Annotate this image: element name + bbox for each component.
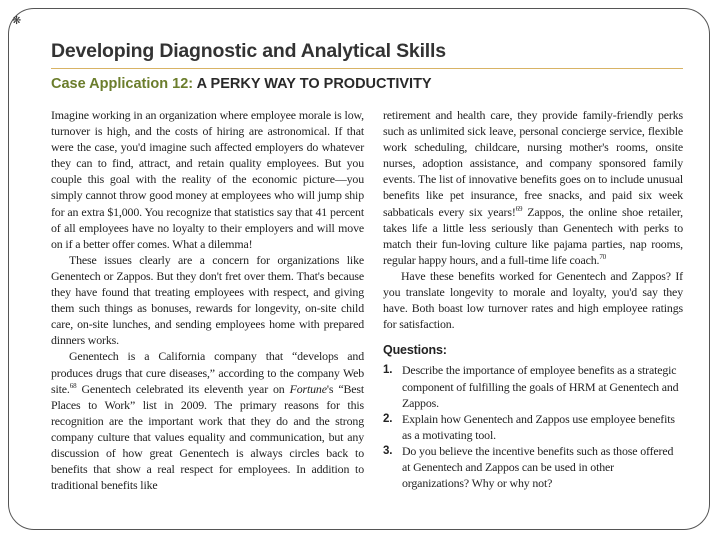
footnote-70: 70	[599, 252, 607, 261]
paragraph-5: Have these benefits worked for Genentech and Zappos? If you translate longevity to morale and loyalty, you'd say they have. Both boast low turnover rates and high employee ratings for satisfaction.	[383, 268, 683, 332]
paragraph-3-part-a: Genentech is a California company that “develops and produces drugs that cure diseases,” according to the company Web site.	[51, 349, 364, 396]
question-text: Do you believe the incentive benefits such as those offered at Genentech and Zappos can be used in other organizations? Why or why not?	[402, 443, 674, 491]
paragraph-2: These issues clearly are a concern for organizations like Genentech or Zappos. But they don't fret over them. That's because they have found that treating employees with respect, and giving them such things as bonuses, rewards for longevity, on-site child care, on-site lunches, and sending employees home with prepared dinners works.	[51, 252, 364, 348]
questions-heading: Questions:	[383, 343, 447, 358]
title-rule	[51, 68, 683, 69]
question-number: 1.	[383, 364, 393, 377]
paragraph-1: Imagine working in an organization where employee morale is low, turnover is high, and the costs of hiring are astronomical. If that were the case, you'd imagine such affected employers do whatever they can to find, attract, and retain quality employees. But you couple this goal with the reality of the economic picture—you simply cannot throw good money at employees who will jump ship for an extra $1,000. You recognize that statistics say that 41 percent of all employees have no loyalty to their employers and will move on if a better offer comes. What a dilemma!	[51, 108, 364, 251]
paragraph-4-part-a: retirement and health care, they provide family-friendly perks such as unlimited sick leave, personal concierge service, flexible work scheduling, childcare, nursing mother's rooms, onsite nurses, adoption assistance, and company sponsored family events. The list of innovative benefits goes on to include unusual benefits like pet insurance, free snacks, and paid six week sabbaticals every six years!	[383, 108, 683, 219]
case-label: Case Application 12:	[51, 76, 194, 92]
question-item	[383, 443, 683, 491]
paragraph-4	[383, 107, 683, 268]
footnote-68: 68	[69, 381, 77, 390]
ornamental-bullet-icon: ❋	[12, 14, 22, 27]
paragraph-3-part-b: Genentech celebrated its eleventh year on	[76, 381, 290, 396]
paragraph-3	[51, 348, 364, 493]
question-item	[383, 411, 683, 443]
question-number: 3.	[383, 444, 393, 457]
case-heading	[51, 76, 432, 92]
questions-list	[383, 362, 683, 491]
paragraph-4-part-b: Zappos, the online shoe retailer, takes life a little less seriously than Genentech with perks to match their fun-loving culture like pajama parties, nap rooms, regular happy hours, and a full-time life coach.	[383, 204, 683, 267]
page-title: Developing Diagnostic and Analytical Skills	[51, 40, 446, 62]
left-column	[51, 107, 364, 493]
footnote-69: 69	[515, 204, 523, 213]
question-text: Explain how Genentech and Zappos use employee benefits as a motivating tool.	[402, 411, 675, 442]
question-number: 2.	[383, 412, 393, 425]
case-title: A PERKY WAY TO PRODUCTIVITY	[196, 76, 432, 92]
right-column	[383, 107, 683, 491]
question-item	[383, 362, 683, 410]
paragraph-3-part-c: 's “Best Places to Work” list in 2009. The primary reasons for this recognition are the important work that they do and the strong company culture that values equality and communication, but any discussion of how great Genentech is always circles back to benefits that show a real respect for employees. In addition to traditional benefits like	[51, 381, 364, 493]
fortune-italic: Fortune	[289, 381, 327, 396]
question-text: Describe the importance of employee benefits as a strategic component of fulfilling the goals of HRM at Genentech and Zappos.	[402, 363, 679, 410]
